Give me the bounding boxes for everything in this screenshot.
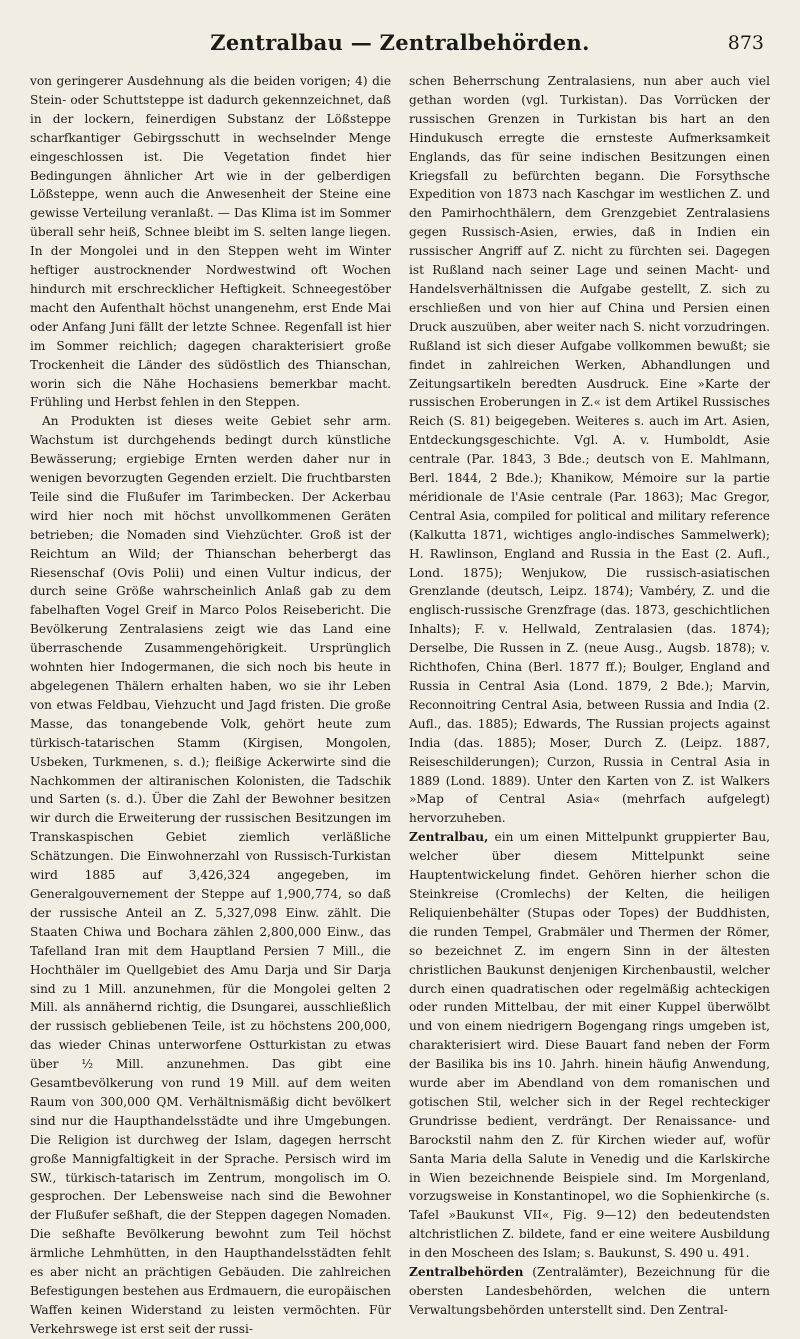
paragraph	[409, 72, 770, 828]
paragraph-text: von geringerer Ausdehnung als die beiden vorigen; 4) die Stein- oder Schuttsteppe ist dadurch gekennzeichnet, daß in der lockern, feinerdigen Substanz der Lößsteppe scharfkantiger Gebirgsschutt in wechselnder Menge eingeschlossen ist. Die Vegetation findet hier Bedingungen ähnlicher Art wie in der gelberdigen Lößsteppe, wenn auch die Anwesenheit der Steine eine gewisse Verteilung veranlaßt. — Das Klima ist im Sommer überall sehr heiß, Schnee bleibt im S. selten lange liegen. In der Mongolei und in den Steppen weht im Winter heftiger austrocknender Nordwestwind oft Wochen hindurch mit erschrecklicher Heftigkeit. Schneegestöber macht den Aufenthalt höchst unangenehm, erst Ende Mai oder Anfang Juni fällt der letzte Schnee. Regenfall ist hier im Sommer reichlich; dagegen charakterisiert große Trockenheit die Länder des südöstlich des Thianschan, worin sich die Nähe Hochasiens bemerkbar macht. Frühling und Herbst fehlen in den Steppen.	[30, 74, 391, 410]
paragraph	[30, 412, 391, 1338]
running-head: Zentralbau — Zentralbehörden.	[210, 30, 590, 55]
paragraph-text: An Produkten ist dieses weite Gebiet sehr arm. Wachstum ist durchgehends bedingt durch künstliche Bewässerung; ergiebige Ernten werden daher nur in wenigen bevorzugten Gegenden erzielt. Die fruchtbarsten Teile sind die Flußufer im Tarimbecken. Der Ackerbau wird hier noch mit höchst unvollkommenen Geräten betrieben; die Nomaden sind Viehzüchter. Groß ist der Reichtum an Wild; der Thianschan beherbergt das Riesenschaf (Ovis Polii) und einen Vultur indicus, der durch seine Größe wahrscheinlich Anlaß gab zu dem fabelhaften Vogel Greif in Marco Polos Reisebericht. Die Bevölkerung Zentralasiens zeigt wie das Land eine überraschende Zusammengehörigkeit. Ursprünglich wohnten hier Indogermanen, die sich noch bis heute in abgelegenen Thälern erhalten haben, wo sie ihr Leben von etwas Feldbau, Viehzucht und Jagd fristen. Die große Masse, das tonangebende Volk, gehört heute zum türkisch-tatarischen Stamm (Kirgisen, Mongolen, Usbeken, Turkmenen, s. d.); fleißige Ackerwirte sind die Nachkommen der altiranischen Kolonisten, die Tadschik und Sarten (s. d.). Über die Zahl der Bewohner besitzen wir durch die Erweiterung der russischen Besitzungen im Transkaspischen Gebiet ziemlich verläßliche Schätzungen. Die Einwohnerzahl von Russisch-Turkistan wird 1885 auf 3,426,324 angegeben, im Generalgouvernement der Steppe auf 1,900,774, so daß der russische Anteil an Z. 5,327,098 Einw. zählt. Die Staaten Chiwa und Bochara zählen 2,800,000 Einw., das Tafelland Iran mit dem Hauptland Persien 7 Mill., die Hochthäler im Quellgebiet des Amu Darja und Sir Darja sind zu 1 Mill. anzunehmen, für die Mongolei gelten 2 Mill. als annähernd richtig, die Dsungarei, ausschließlich der russisch gebliebenen Teile, ist zu höchstens 200,000, das wieder Chinas unterworfene Ostturkistan zu etwas über ½ Mill. anzunehmen. Das gibt eine Gesamtbevölkerung von rund 19 Mill. auf dem weiten Raum von 300,000 QM. Verhältnismäßig dicht bevölkert sind nur die Haupthandelsstädte und ihre Umgebungen. Die Religion ist durchweg der Islam, dagegen herrscht große Mannigfaltigkeit in der Sprache. Persisch wird im SW., türkisch-tatarisch im Zentrum, mongolisch im O. gesprochen. Der Lebensweise nach sind die Bewohner der Flußufer seßhaft, die der Steppen dagegen Nomaden. Die seßhafte Bevölkerung bewohnt zum Teil höchst ärmliche Lehmhütten, in den Haupthandelsstädten fehlt es aber nicht an prächtigen Gebäuden. Die zahlreichen Befestigungen bestehen aus Erdmauern, die europäischen Waffen keinen Widerstand zu leisten vermöchten. Für Verkehrswege ist erst seit der russi-	[30, 414, 391, 1336]
page-header	[30, 28, 770, 62]
paragraph-text: (Zentralämter), Bezeichnung für die obersten Landesbehörden, welchen die untern Verwaltungsbehörden unterstellt sind. Den Zentral-	[409, 1265, 770, 1317]
headword: Zentralbehörden	[409, 1265, 524, 1280]
right-column	[409, 72, 770, 1339]
text-columns	[30, 72, 770, 1339]
paragraph-text: ein um einen Mittelpunkt gruppierter Bau, welcher über diesem Mittelpunkt seine Hauptentwickelung findet. Gehören hierher schon die Steinkreise (Cromlechs) der Kelten, die heiligen Reliquienbehälter (Stupas oder Topes) der Buddhisten, die runden Tempel, Grabmäler und Thermen der Römer, so bezeichnet Z. im engern Sinn in der ältesten christlichen Baukunst denjenigen Kirchenbaustil, welcher durch einen quadratischen oder regelmäßig achteckigen oder runden Mittelbau, der mit einer Kuppel überwölbt und von einem niedrigern Bogengang rings umgeben ist, charakterisiert wird. Diese Bauart fand neben der Form der Basilika bis ins 10. Jahrh. hinein häufig Anwendung, wurde aber im Abendland von dem romanischen und gotischen Stil, welcher sich in der Regel rechteckiger Grundrisse bedient, verdrängt. Der Renaissance- und Barockstil nahm den Z. für Kirchen wieder auf, wofür Santa Maria della Salute in Venedig und die Karlskirche in Wien bezeichnende Beispiele sind. Im Morgenland, vorzugsweise in Konstantinopel, wo die Sophienkirche (s. Tafel »Baukunst VII«, Fig. 9—12) den bedeutendsten altchristlichen Z. bildete, fand er eine weitere Ausbildung in den Moscheen des Islam; s. Baukunst, S. 490 u. 491.	[409, 830, 770, 1261]
headword: Zentralbau,	[409, 830, 489, 845]
paragraph-text: schen Beherrschung Zentralasiens, nun aber auch viel gethan worden (vgl. Turkistan). Das Vorrücken der russischen Grenzen in Turkistan bis hart an den Hindukusch erregte die ernsteste Aufmerksamkeit Englands, das für seine indischen Besitzungen einen Kriegsfall zu befürchten begann. Die Forsythsche Expedition von 1873 nach Kaschgar im westlichen Z. und den Pamirhochthälern, dem Grenzgebiet Zentralasiens gegen Russisch-Asien, erwies, daß in Indien ein russischer Angriff auf Z. nicht zu fürchten sei. Dagegen ist Rußland nach seiner Lage und seinen Macht- und Handelsverhältnissen die Aufgabe gestellt, Z. sich zu erschließen und von hier auf China und Persien einen Druck auszuüben, aber weiter nach S. nicht vorzudringen. Rußland ist sich dieser Aufgabe vollkommen bewußt; sie findet in zahlreichen Werken, Abhandlungen und Zeitungsartikeln beredten Ausdruck. Eine »Karte der russischen Eroberungen in Z.« ist dem Artikel Russisches Reich (S. 81) beigegeben. Weiteres s. auch im Art. Asien, Entdeckungsgeschichte. Vgl. A. v. Humboldt, Asie centrale (Par. 1843, 3 Bde.; deutsch von E. Mahlmann, Berl. 1844, 2 Bde.); Khanikow, Mémoire sur la partie méridionale de l'Asie centrale (Par. 1863); Mac Gregor, Central Asia, compiled for political and military reference (Kalkutta 1871, wichtiges anglo-indisches Sammelwerk); H. Rawlinson, England and Russia in the East (2. Aufl., Lond. 1875); Wenjukow, Die russisch-asiatischen Grenzlande (deutsch, Leipz. 1874); Vambéry, Z. und die englisch-russische Grenzfrage (das. 1873, geschichtlichen Inhalts); F. v. Hellwald, Zentralasien (das. 1874); Derselbe, Die Russen in Z. (neue Ausg., Augsb. 1878); v. Richthofen, China (Berl. 1877 ff.); Boulger, England and Russia in Central Asia (Lond. 1879, 2 Bde.); Marvin, Reconnoitring Central Asia, between Russia and India (2. Aufl., das. 1885); Edwards, The Russian projects against India (das. 1885); Moser, Durch Z. (Leipz. 1887, Reiseschilderungen); Curzon, Russia in Central Asia in 1889 (Lond. 1889). Unter den Karten von Z. ist Walkers »Map of Central Asia« (mehrfach aufgelegt) hervorzuheben.	[409, 74, 770, 826]
paragraph	[30, 72, 391, 412]
left-column	[30, 72, 391, 1339]
entry-zentralbau	[409, 828, 770, 1263]
entry-zentralbehoerden	[409, 1263, 770, 1320]
page-number: 873	[727, 32, 764, 54]
